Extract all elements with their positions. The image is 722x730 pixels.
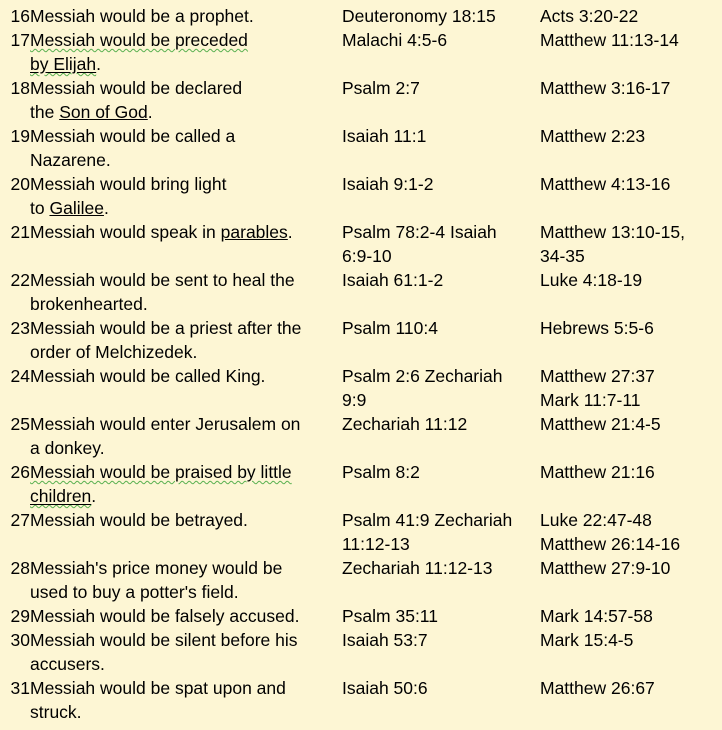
description-link[interactable]: by Elijah <box>30 54 97 74</box>
prophecy-description: Messiah would be preceded by Elijah. <box>30 30 248 74</box>
old-testament-reference: Deuteronomy 18:15 <box>342 6 496 26</box>
old-testament-reference: Psalm 78:2-4 Isaiah 6:9-10 <box>342 222 497 266</box>
row-number: 31 <box>10 678 30 698</box>
new-testament-fulfillment: Matthew 27:37 Mark 11:7-11 <box>540 366 655 410</box>
old-testament-reference: Psalm 2:7 <box>342 78 420 98</box>
table-row <box>0 268 722 316</box>
prophecy-description: Messiah would bring light to Galilee. <box>30 174 227 218</box>
row-number: 21 <box>10 222 30 242</box>
new-testament-fulfillment: Matthew 21:16 <box>540 462 655 482</box>
old-testament-reference: Isaiah 9:1-2 <box>342 174 434 194</box>
old-testament-reference: Isaiah 61:1-2 <box>342 270 444 290</box>
table-row <box>0 676 722 724</box>
new-testament-fulfillment: Mark 14:57-58 <box>540 606 653 626</box>
new-testament-fulfillment: Matthew 27:9-10 <box>540 558 671 578</box>
old-testament-reference: Psalm 110:4 <box>342 318 438 338</box>
table-row <box>0 412 722 460</box>
table-row <box>0 460 722 508</box>
prophecy-description: Messiah would be praised by little children. <box>30 462 292 506</box>
row-number: 25 <box>10 414 30 434</box>
new-testament-fulfillment: Mark 15:4-5 <box>540 630 634 650</box>
new-testament-fulfillment: Matthew 26:67 <box>540 678 655 698</box>
table-row <box>0 364 722 412</box>
row-number: 22 <box>10 270 30 290</box>
table-row <box>0 124 722 172</box>
spellcheck-underline <box>30 486 91 506</box>
new-testament-fulfillment: Matthew 3:16-17 <box>540 78 671 98</box>
prophecy-description: Messiah would be a priest after the order of Melchizedek. <box>30 318 302 362</box>
table-row <box>0 220 722 268</box>
table-row <box>0 172 722 220</box>
spellcheck-underline <box>30 54 96 74</box>
old-testament-reference: Psalm 8:2 <box>342 462 420 482</box>
prophecy-description: Messiah would be called a Nazarene. <box>30 126 236 170</box>
row-number: 16 <box>10 6 30 26</box>
prophecy-description: Messiah would be called King. <box>30 366 266 386</box>
new-testament-fulfillment: Matthew 13:10-15, 34-35 <box>540 222 685 266</box>
new-testament-fulfillment: Luke 22:47-48 Matthew 26:14-16 <box>540 510 681 554</box>
row-number: 29 <box>10 606 30 626</box>
row-number: 30 <box>10 630 30 650</box>
row-number: 17 <box>10 30 30 50</box>
old-testament-reference: Psalm 2:6 Zechariah 9:9 <box>342 366 503 410</box>
description-link[interactable]: children <box>30 486 92 506</box>
prophecy-description: Messiah would speak in parables. <box>30 222 293 242</box>
row-number: 20 <box>10 174 30 194</box>
old-testament-reference: Isaiah 53:7 <box>342 630 428 650</box>
row-number: 18 <box>10 78 30 98</box>
new-testament-fulfillment: Acts 3:20-22 <box>540 6 639 26</box>
table-row <box>0 556 722 604</box>
prophecy-table <box>0 4 722 724</box>
old-testament-reference: Malachi 4:5-6 <box>342 30 448 50</box>
prophecy-description: Messiah would enter Jerusalem on a donkey. <box>30 414 301 458</box>
description-link[interactable]: parables <box>220 222 288 242</box>
spellcheck-underline: Messiah would be praised by little <box>30 462 292 482</box>
row-number: 28 <box>10 558 30 578</box>
old-testament-reference: Psalm 35:11 <box>342 606 438 626</box>
prophecy-description: Messiah would be betrayed. <box>30 510 248 530</box>
old-testament-reference: Psalm 41:9 Zechariah 11:12-13 <box>342 510 513 554</box>
prophecy-description: Messiah would be silent before his accusers. <box>30 630 298 674</box>
prophecy-description: Messiah's price money would be used to buy a potter's field. <box>30 558 283 602</box>
new-testament-fulfillment: Hebrews 5:5-6 <box>540 318 654 338</box>
new-testament-fulfillment: Matthew 11:13-14 <box>540 30 679 50</box>
table-row <box>0 76 722 124</box>
table-row <box>0 316 722 364</box>
new-testament-fulfillment: Matthew 4:13-16 <box>540 174 671 194</box>
table-row <box>0 604 722 628</box>
table-row <box>0 508 722 556</box>
prophecy-description: Messiah would be sent to heal the brokenhearted. <box>30 270 295 314</box>
row-number: 26 <box>10 462 30 482</box>
prophecy-description: Messiah would be declared the Son of God. <box>30 78 243 122</box>
table-row <box>0 4 722 28</box>
row-number: 19 <box>10 126 30 146</box>
old-testament-reference: Zechariah 11:12 <box>342 414 468 434</box>
prophecy-description: Messiah would be spat upon and struck. <box>30 678 286 722</box>
description-link[interactable]: Son of God <box>59 102 148 122</box>
table-row <box>0 28 722 76</box>
prophecy-description: Messiah would be falsely accused. <box>30 606 300 626</box>
row-number: 24 <box>10 366 30 386</box>
old-testament-reference: Isaiah 50:6 <box>342 678 428 698</box>
spellcheck-underline: Messiah would be preceded <box>30 30 248 50</box>
row-number: 27 <box>10 510 30 530</box>
new-testament-fulfillment: Luke 4:18-19 <box>540 270 643 290</box>
description-link[interactable]: Galilee <box>49 198 104 218</box>
new-testament-fulfillment: Matthew 21:4-5 <box>540 414 661 434</box>
table-row <box>0 628 722 676</box>
old-testament-reference: Zechariah 11:12-13 <box>342 558 493 578</box>
old-testament-reference: Isaiah 11:1 <box>342 126 427 146</box>
new-testament-fulfillment: Matthew 2:23 <box>540 126 646 146</box>
prophecy-description: Messiah would be a prophet. <box>30 6 254 26</box>
row-number: 23 <box>10 318 30 338</box>
